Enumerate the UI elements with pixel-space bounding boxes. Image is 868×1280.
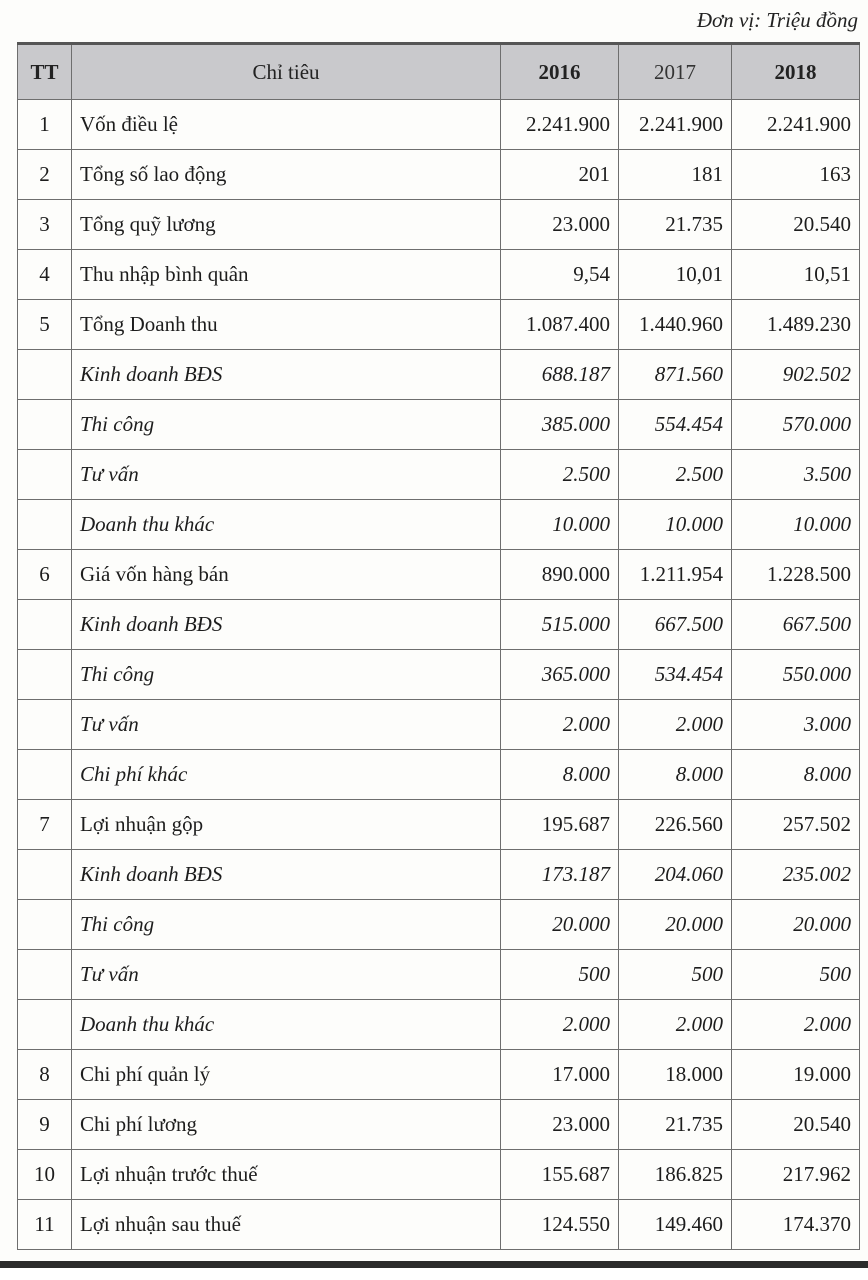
- table-subrow: [18, 400, 860, 450]
- value-2017: 500: [619, 950, 732, 1000]
- bottom-edge-bar: [0, 1261, 868, 1268]
- row-number: [18, 750, 72, 800]
- row-label: Lợi nhuận gộp: [72, 800, 501, 850]
- value-2016: 23.000: [501, 1100, 619, 1150]
- unit-note: Đơn vị: Triệu đồng: [696, 8, 858, 32]
- row-number: [18, 600, 72, 650]
- value-2018: 570.000: [732, 400, 860, 450]
- value-2017: 554.454: [619, 400, 732, 450]
- value-2018: 235.002: [732, 850, 860, 900]
- header-tt: TT: [18, 44, 72, 100]
- row-label: Thi công: [72, 400, 501, 450]
- row-label: Doanh thu khác: [72, 1000, 501, 1050]
- row-label: Tổng quỹ lương: [72, 200, 501, 250]
- value-2018: 1.228.500: [732, 550, 860, 600]
- table-body: [18, 100, 860, 1250]
- value-2018: 550.000: [732, 650, 860, 700]
- row-label: Tổng Doanh thu: [72, 300, 501, 350]
- row-number: [18, 900, 72, 950]
- value-2018: 667.500: [732, 600, 860, 650]
- row-number: 10: [18, 1150, 72, 1200]
- value-2017: 667.500: [619, 600, 732, 650]
- value-2017: 1.211.954: [619, 550, 732, 600]
- row-label: Thu nhập bình quân: [72, 250, 501, 300]
- value-2016: 365.000: [501, 650, 619, 700]
- value-2017: 18.000: [619, 1050, 732, 1100]
- value-2016: 2.000: [501, 700, 619, 750]
- value-2016: 688.187: [501, 350, 619, 400]
- value-2018: 2.000: [732, 1000, 860, 1050]
- value-2018: 902.502: [732, 350, 860, 400]
- value-2016: 1.087.400: [501, 300, 619, 350]
- value-2017: 21.735: [619, 1100, 732, 1150]
- value-2017: 871.560: [619, 350, 732, 400]
- value-2018: 20.540: [732, 1100, 860, 1150]
- value-2017: 8.000: [619, 750, 732, 800]
- table-subrow: [18, 650, 860, 700]
- row-number: [18, 850, 72, 900]
- row-number: [18, 700, 72, 750]
- value-2016: 17.000: [501, 1050, 619, 1100]
- table-row: [18, 300, 860, 350]
- value-2017: 186.825: [619, 1150, 732, 1200]
- table-row: [18, 200, 860, 250]
- table-subrow: [18, 500, 860, 550]
- header-2018: 2018: [732, 44, 860, 100]
- value-2018: 10,51: [732, 250, 860, 300]
- value-2017: 21.735: [619, 200, 732, 250]
- value-2017: 204.060: [619, 850, 732, 900]
- table-subrow: [18, 600, 860, 650]
- table-row: [18, 1150, 860, 1200]
- value-2016: 500: [501, 950, 619, 1000]
- row-label: Tư vấn: [72, 450, 501, 500]
- value-2016: 515.000: [501, 600, 619, 650]
- row-label: Kinh doanh BĐS: [72, 350, 501, 400]
- table-subrow: [18, 950, 860, 1000]
- value-2017: 10.000: [619, 500, 732, 550]
- value-2016: 201: [501, 150, 619, 200]
- row-label: Lợi nhuận sau thuế: [72, 1200, 501, 1250]
- table-subrow: [18, 450, 860, 500]
- row-label: Chi phí lương: [72, 1100, 501, 1150]
- value-2018: 2.241.900: [732, 100, 860, 150]
- table-subrow: [18, 900, 860, 950]
- value-2018: 10.000: [732, 500, 860, 550]
- row-number: [18, 500, 72, 550]
- value-2016: 385.000: [501, 400, 619, 450]
- value-2017: 534.454: [619, 650, 732, 700]
- row-number: [18, 1000, 72, 1050]
- row-label: Vốn điều lệ: [72, 100, 501, 150]
- header-name: Chỉ tiêu: [72, 44, 501, 100]
- row-label: Chi phí khác: [72, 750, 501, 800]
- table-header: [18, 44, 860, 100]
- row-number: [18, 400, 72, 450]
- table-subrow: [18, 850, 860, 900]
- value-2018: 217.962: [732, 1150, 860, 1200]
- header-2017: 2017: [619, 44, 732, 100]
- financial-table: [17, 42, 860, 1250]
- row-label: Doanh thu khác: [72, 500, 501, 550]
- value-2017: 226.560: [619, 800, 732, 850]
- row-number: [18, 350, 72, 400]
- value-2018: 163: [732, 150, 860, 200]
- value-2017: 2.000: [619, 1000, 732, 1050]
- value-2018: 20.000: [732, 900, 860, 950]
- row-label: Thi công: [72, 900, 501, 950]
- row-number: 5: [18, 300, 72, 350]
- value-2016: 155.687: [501, 1150, 619, 1200]
- row-number: 11: [18, 1200, 72, 1250]
- value-2018: 3.500: [732, 450, 860, 500]
- row-number: [18, 450, 72, 500]
- value-2017: 20.000: [619, 900, 732, 950]
- value-2018: 1.489.230: [732, 300, 860, 350]
- row-label: Chi phí quản lý: [72, 1050, 501, 1100]
- row-number: 1: [18, 100, 72, 150]
- row-number: [18, 650, 72, 700]
- row-number: 9: [18, 1100, 72, 1150]
- row-number: 2: [18, 150, 72, 200]
- table-row: [18, 800, 860, 850]
- value-2016: 20.000: [501, 900, 619, 950]
- row-label: Tư vấn: [72, 700, 501, 750]
- value-2016: 2.241.900: [501, 100, 619, 150]
- row-label: Tư vấn: [72, 950, 501, 1000]
- header-2016: 2016: [501, 44, 619, 100]
- value-2017: 181: [619, 150, 732, 200]
- row-label: Tổng số lao động: [72, 150, 501, 200]
- value-2017: 149.460: [619, 1200, 732, 1250]
- value-2016: 890.000: [501, 550, 619, 600]
- value-2016: 195.687: [501, 800, 619, 850]
- value-2018: 3.000: [732, 700, 860, 750]
- value-2017: 2.241.900: [619, 100, 732, 150]
- table-row: [18, 150, 860, 200]
- table-subrow: [18, 1000, 860, 1050]
- table-subrow: [18, 700, 860, 750]
- value-2018: 174.370: [732, 1200, 860, 1250]
- table-row: [18, 1050, 860, 1100]
- value-2016: 2.500: [501, 450, 619, 500]
- value-2017: 10,01: [619, 250, 732, 300]
- value-2016: 2.000: [501, 1000, 619, 1050]
- value-2018: 500: [732, 950, 860, 1000]
- table-subrow: [18, 750, 860, 800]
- value-2018: 257.502: [732, 800, 860, 850]
- table-subrow: [18, 350, 860, 400]
- value-2016: 23.000: [501, 200, 619, 250]
- bottom-margin: [0, 1268, 868, 1280]
- row-label: Giá vốn hàng bán: [72, 550, 501, 600]
- value-2018: 8.000: [732, 750, 860, 800]
- row-number: 4: [18, 250, 72, 300]
- value-2018: 20.540: [732, 200, 860, 250]
- row-number: 6: [18, 550, 72, 600]
- row-label: Thi công: [72, 650, 501, 700]
- row-label: Kinh doanh BĐS: [72, 600, 501, 650]
- row-number: 8: [18, 1050, 72, 1100]
- row-number: 3: [18, 200, 72, 250]
- value-2017: 2.500: [619, 450, 732, 500]
- table-row: [18, 1100, 860, 1150]
- row-number: [18, 950, 72, 1000]
- table-row: [18, 1200, 860, 1250]
- table-row: [18, 250, 860, 300]
- table-row: [18, 550, 860, 600]
- value-2016: 10.000: [501, 500, 619, 550]
- value-2016: 124.550: [501, 1200, 619, 1250]
- value-2016: 9,54: [501, 250, 619, 300]
- value-2017: 1.440.960: [619, 300, 732, 350]
- row-label: Kinh doanh BĐS: [72, 850, 501, 900]
- row-label: Lợi nhuận trước thuế: [72, 1150, 501, 1200]
- row-number: 7: [18, 800, 72, 850]
- header-row: [18, 44, 860, 100]
- value-2018: 19.000: [732, 1050, 860, 1100]
- value-2016: 8.000: [501, 750, 619, 800]
- value-2016: 173.187: [501, 850, 619, 900]
- table-row: [18, 100, 860, 150]
- value-2017: 2.000: [619, 700, 732, 750]
